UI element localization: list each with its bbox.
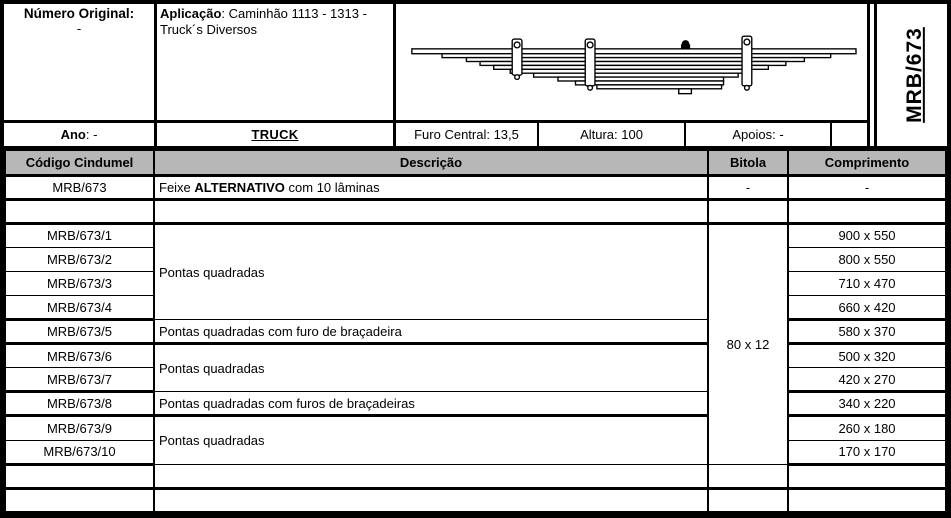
empty-cell [154,464,708,488]
empty-cell [788,488,946,512]
comprimento-cell: 170 x 170 [788,440,946,464]
altura-value: Altura: 100 [580,127,643,142]
top-left-column [4,4,154,146]
part-code-cell: MRB/673/2 [5,247,154,271]
table-row [5,392,946,416]
desc-text: com 10 lâminas [284,179,380,195]
leaf-spring-diagram-icon [396,6,867,118]
part-code-cell: MRB/673/3 [5,272,154,296]
comprimento-cell: 260 x 180 [788,416,946,440]
empty-cell [788,464,946,488]
desc-text: Feixe [159,179,195,195]
part-code-cell: MRB/673/8 [5,392,154,416]
table-row [5,223,946,247]
table-header-row [5,150,946,175]
drawing-cell [396,4,867,123]
furo-central-value: Furo Central: 13,5 [414,127,519,142]
part-code-cell: MRB/673 [5,175,154,199]
top-drawing-column [393,4,870,146]
truck-label: TRUCK [251,127,299,142]
part-desc-cell [154,175,708,199]
aplicacao-label: Aplicação [160,6,222,21]
desc-text-bold: ALTERNATIVO [194,179,285,195]
comprimento-cell: 340 x 220 [788,392,946,416]
aplicacao-cell [157,4,393,123]
empty-cell [154,488,708,512]
empty-row [5,464,946,488]
aplicacao-value: : Caminhão 1113 - 1313 - Truck´s Diversos [160,6,367,38]
table-row [5,320,946,344]
ano-cell [4,123,154,146]
ano-value: : - [85,127,98,142]
part-code-cell: MRB/673/10 [5,440,154,464]
comprimento-cell: 580 x 370 [788,320,946,344]
parts-table [4,149,947,514]
dimensions-row-spacer [832,123,867,146]
part-code-cell: MRB/673/1 [5,223,154,247]
col-header-comprimento: Comprimento [788,150,946,175]
table-row [5,344,946,368]
comprimento-cell: 500 x 320 [788,344,946,368]
part-code-cell: MRB/673/7 [5,368,154,392]
part-desc-cell: Pontas quadradas [154,344,708,392]
dimensions-row [396,123,867,146]
numero-original-label: Número Original: [23,6,135,21]
part-desc-cell: Pontas quadradas [154,416,708,464]
model-code-box [874,4,951,146]
comprimento-cell: 660 x 420 [788,296,946,320]
part-desc-cell: Pontas quadradas [154,223,708,319]
comprimento-cell: 900 x 550 [788,223,946,247]
top-mid-column [154,4,393,146]
bitola-merged-cell: 80 x 12 [708,223,788,464]
apoios-value: Apoios: - [732,127,784,142]
comprimento-cell: 420 x 270 [788,368,946,392]
part-code-cell: MRB/673/9 [5,416,154,440]
part-desc-cell: Pontas quadradas com furos de braçadeiras [154,392,708,416]
empty-cell [788,199,946,223]
comprimento-cell: 710 x 470 [788,272,946,296]
empty-row [5,199,946,223]
empty-cell [154,199,708,223]
truck-cell [157,123,393,146]
empty-cell [5,488,154,512]
part-desc-cell: Pontas quadradas com furo de braçadeira [154,320,708,344]
model-code-vertical-label: MRB/673 [902,27,926,123]
col-header-codigo: Código Cindumel [5,150,154,175]
comprimento-cell: 800 x 550 [788,247,946,271]
ano-label: Ano [60,127,86,142]
col-header-bitola: Bitola [708,150,788,175]
empty-cell [708,488,788,512]
empty-cell [5,464,154,488]
part-code-cell: MRB/673/4 [5,296,154,320]
table-row-main [5,175,946,199]
empty-cell [708,464,788,488]
altura-cell [539,123,686,146]
empty-row [5,488,946,512]
furo-central-cell [396,123,539,146]
apoios-cell [686,123,832,146]
top-section [4,4,947,149]
comprimento-cell: - [788,175,946,199]
part-code-cell: MRB/673/5 [5,320,154,344]
bitola-cell: - [708,175,788,199]
part-code-cell: MRB/673/6 [5,344,154,368]
numero-original-cell [4,4,154,123]
empty-cell [708,199,788,223]
table-row [5,416,946,440]
empty-cell [5,199,154,223]
numero-original-value: - [76,21,82,36]
col-header-descricao: Descrição [154,150,708,175]
